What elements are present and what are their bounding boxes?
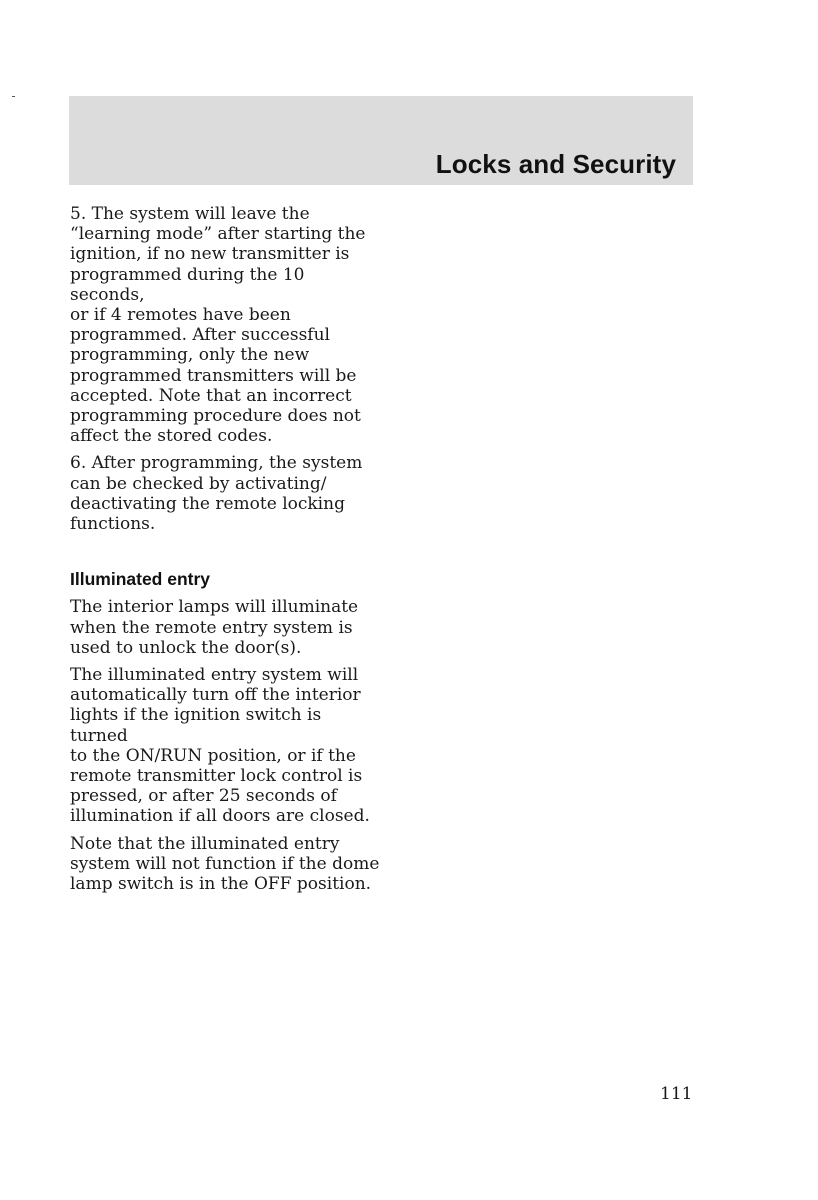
- paragraph-auto-turn-off: The illuminated entry system will automatically turn off the interior lights if the ignition switch is turned to the ON/RUN position, or if the remote transmitter lock control is pressed, or after 25 seconds of illumination if all doors are closed.: [70, 665, 370, 827]
- illuminated-entry-heading: Illuminated entry: [70, 569, 211, 590]
- page-number: 111: [660, 1084, 693, 1104]
- section-title: Locks and Security: [435, 149, 676, 179]
- paragraph-step-5: 5. The system will leave the “learning mode” after starting the ignition, if no new transmitter is programmed during the 10 seconds, or if 4 remotes have been programmed. After successful programming, only the new programmed transmitters will be accepted. Note that an incorrect programming procedure does not affect the stored codes.: [70, 204, 366, 447]
- section-header-band: [69, 96, 693, 185]
- paragraph-interior-lamps: The interior lamps will illuminate when the remote entry system is used to unlock the door(s).: [70, 597, 359, 658]
- paragraph-step-6: 6. After programming, the system can be checked by activating/ deactivating the remote locking functions.: [70, 453, 363, 535]
- scan-mark: [12, 96, 15, 97]
- main-text-column: [70, 204, 380, 901]
- paragraph-dome-lamp-note: Note that the illuminated entry system will not function if the dome lamp switch is in the OFF position.: [70, 833, 380, 895]
